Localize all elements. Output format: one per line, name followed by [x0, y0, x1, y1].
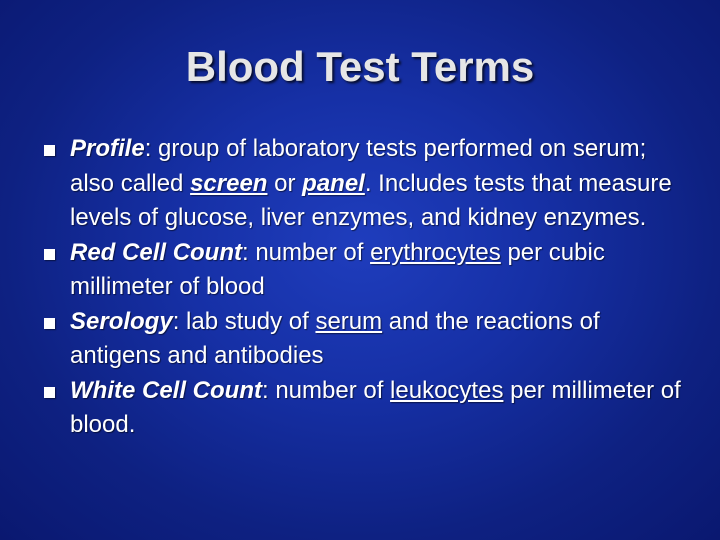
bullet-item-serology	[44, 305, 684, 374]
slide-title: Blood Test Terms	[185, 43, 535, 90]
keyword-screen: screen	[190, 169, 268, 197]
bullet-item-red-cell-count	[44, 236, 684, 305]
keyword-erythrocytes: erythrocytes	[370, 238, 501, 266]
keyword-panel: panel	[302, 169, 365, 197]
definition-text: : number of	[261, 376, 391, 404]
bullet-item-white-cell-count	[44, 374, 684, 443]
square-bullet-icon	[44, 387, 55, 398]
definition-text: . Includes tests that measure levels of glucose, liver enzymes, and kidney enzymes.	[70, 169, 672, 231]
definition-text: and the reactions of antigens and antibodies	[70, 307, 600, 369]
definition-text: or	[267, 169, 303, 197]
term-white-cell-count: White Cell Count	[70, 376, 262, 404]
definition-text: : group of laboratory tests performed on serum; also called	[70, 135, 647, 197]
definition-text: : lab study of	[172, 307, 316, 335]
square-bullet-icon	[44, 318, 55, 329]
bullet-item-profile	[44, 132, 684, 236]
term-red-cell-count: Red Cell Count	[70, 238, 242, 266]
definition-text: per millimeter of blood.	[70, 376, 681, 438]
definition-text: per cubic millimeter of blood	[70, 238, 605, 300]
bullet-list	[44, 132, 684, 443]
square-bullet-icon	[44, 145, 55, 156]
term-profile: Profile	[70, 135, 145, 162]
definition-text: : number of	[242, 238, 371, 266]
keyword-serum: serum	[315, 307, 383, 335]
square-bullet-icon	[44, 249, 55, 260]
term-serology: Serology	[70, 307, 173, 335]
keyword-leukocytes: leukocytes	[390, 376, 504, 404]
